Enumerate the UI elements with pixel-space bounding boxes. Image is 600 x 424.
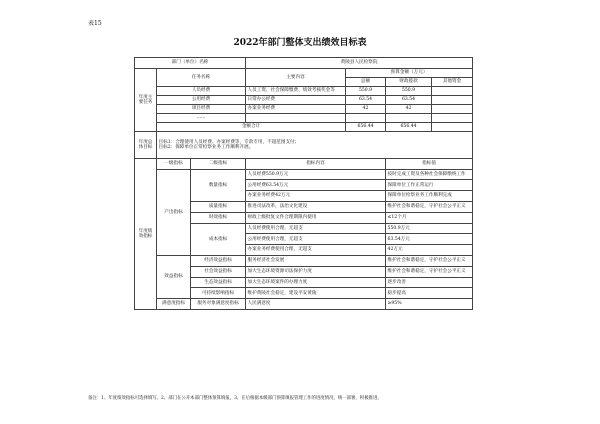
indicator-content: 加大生态环境资源司法保护力度 bbox=[246, 266, 386, 277]
sum-other bbox=[432, 122, 473, 131]
budget-header: 预算金额（万元） bbox=[346, 68, 473, 77]
indicator-value: ≥95% bbox=[386, 299, 473, 310]
fiscal-col: 财政拨款 bbox=[386, 77, 432, 86]
task-other bbox=[432, 104, 473, 113]
task-content bbox=[246, 113, 346, 122]
task-content: 日常办公经费 bbox=[246, 95, 346, 104]
task-content: 办案业务经费 bbox=[246, 104, 346, 113]
content-header: 主要内容 bbox=[246, 68, 346, 86]
indicator-content: 办案业务经费使用合理，无超支 bbox=[246, 245, 386, 256]
indicator-value: 63.54万元 bbox=[386, 234, 473, 245]
indicator-content: 服务经济社会发展 bbox=[246, 255, 386, 266]
overall-goals bbox=[157, 131, 473, 158]
other-col: 其他资金 bbox=[432, 77, 473, 86]
overall-goal-1: 目标1：合理使用人员经费、办案经费等，专款专用，不超范围支付； bbox=[158, 139, 300, 145]
footnote: 备注：1、年度绩效指标可选择填写。2、部门在公开本部门整体预算填报，3、在后根据本级部门预算填报管理工作的进度情况，统一部署，积极推进。 bbox=[88, 396, 382, 401]
indicator-value: 维护社会和谐稳定，守护社会公平正义 bbox=[386, 255, 473, 266]
indicator-content: 人员经费550.9万元 bbox=[246, 169, 386, 180]
task-other bbox=[432, 113, 473, 122]
task-total: 63.54 bbox=[346, 95, 386, 104]
satisfaction-label: 满意度指标 bbox=[157, 299, 191, 310]
benefit-label: 效益指标 bbox=[157, 255, 191, 298]
indicator-content: 办案业务经费42万元 bbox=[246, 191, 386, 202]
dept-value: 黄陵县人民检察院 bbox=[246, 58, 473, 69]
task-name-header: 任务名称 bbox=[157, 68, 246, 86]
indicator-value: ≤12个月 bbox=[386, 212, 473, 223]
indicator-value-header: 指标值 bbox=[386, 158, 473, 169]
social-label: 社会效益指标 bbox=[191, 266, 246, 277]
overall-goal-2: 目标2：保障单位正常检察业务工作顺利开展。 bbox=[158, 144, 254, 150]
indicator-value: 稳步提高 bbox=[386, 288, 473, 299]
cost-label: 成本指标 bbox=[191, 223, 246, 255]
indicator-value: 550.9万元 bbox=[386, 223, 473, 234]
timeliness-label: 时效指标 bbox=[191, 212, 246, 223]
task-total bbox=[346, 113, 386, 122]
indicator-value: 维护社会和谐稳定，守护社会公平正义 bbox=[386, 266, 473, 277]
sustainable-label: 可持续影响指标 bbox=[191, 288, 246, 299]
economic-label: 经济效益指标 bbox=[191, 255, 246, 266]
quantity-label: 数量指标 bbox=[191, 169, 246, 201]
output-label: 产出指标 bbox=[157, 169, 191, 255]
indicator-value: 保障单位工作正常运行 bbox=[386, 180, 473, 191]
indicator-value: 42万元 bbox=[386, 245, 473, 256]
total-col: 总额 bbox=[346, 77, 386, 86]
indicator-value: 维护社会和谐稳定，守护社会公平正义 bbox=[386, 201, 473, 212]
form-label: 表15 bbox=[88, 20, 102, 27]
level1-header: 一级指标 bbox=[157, 158, 191, 169]
service-label: 服务对象满意度指标 bbox=[191, 299, 246, 310]
indicator-content: 财政上级批复文件合理期限内使用 bbox=[246, 212, 386, 223]
task-fiscal: 550.9 bbox=[386, 86, 432, 95]
indicator-section-label: 年度绩效指标 bbox=[135, 158, 157, 309]
annual-section-label: 年度主要任务 bbox=[135, 68, 157, 131]
indicator-content: 公用经费使用合理，无超支 bbox=[246, 234, 386, 245]
ecological-label: 生态效益指标 bbox=[191, 277, 246, 288]
task-content: 人员工资、社会保障缴费、绩效考核奖金等 bbox=[246, 86, 346, 95]
page-title: 2022年部门整体支出绩效目标表 bbox=[233, 38, 367, 48]
indicator-content: 人员经费使用合理，无超支 bbox=[246, 223, 386, 234]
task-total: 42 bbox=[346, 104, 386, 113]
indicator-content: 公用经费63.54万元 bbox=[246, 180, 386, 191]
quality-label: 质量指标 bbox=[191, 201, 246, 212]
task-row: …… bbox=[157, 113, 246, 122]
indicator-content: 人民满意度 bbox=[246, 299, 386, 310]
task-fiscal: 63.54 bbox=[386, 95, 432, 104]
sum-label: 金额合计 bbox=[157, 122, 346, 131]
task-row: 项目经费 bbox=[157, 104, 246, 113]
performance-table bbox=[134, 57, 473, 310]
task-other bbox=[432, 86, 473, 95]
indicator-value: 按时完成工资及各种社会保障缴纳工作 bbox=[386, 169, 473, 180]
overall-label: 年度总体目标 bbox=[135, 131, 157, 158]
sum-total: 656.44 bbox=[346, 122, 386, 131]
level2-header: 二级指标 bbox=[191, 158, 246, 169]
indicator-content-header: 指标内容 bbox=[246, 158, 386, 169]
task-row: 公用经费 bbox=[157, 95, 246, 104]
indicator-content: 维护黄陵社会稳定，建设平安黄陵 bbox=[246, 288, 386, 299]
task-row: 人员经费 bbox=[157, 86, 246, 95]
indicator-value: 逐步改善 bbox=[386, 277, 473, 288]
dept-label: 部门（单位）名称 bbox=[135, 58, 246, 69]
task-fiscal: 42 bbox=[386, 104, 432, 113]
task-fiscal bbox=[386, 113, 432, 122]
sum-fiscal: 656.44 bbox=[386, 122, 432, 131]
task-other bbox=[432, 95, 473, 104]
indicator-content: 推进司法改革，法治文化建设 bbox=[246, 201, 386, 212]
task-total: 550.9 bbox=[346, 86, 386, 95]
indicator-value: 保障单位检察业务工作顺利完成 bbox=[386, 191, 473, 202]
indicator-content: 加大生态环境案件的办理力度 bbox=[246, 277, 386, 288]
